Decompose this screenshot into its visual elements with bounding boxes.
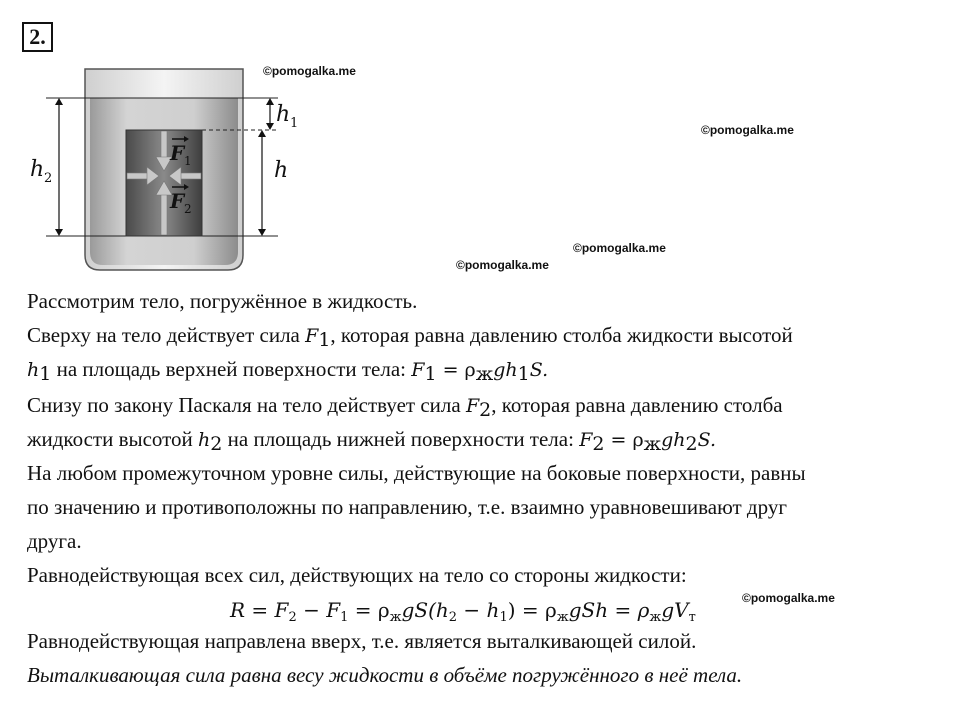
text-line-2: Сверху на тело действует сила $F_1$, которая равна давлению столба жидкости высотой [27, 323, 793, 351]
watermark: ©pomogalka.me [263, 64, 356, 78]
watermark: ©pomogalka.me [701, 123, 794, 137]
watermark: ©pomogalka.me [742, 591, 835, 605]
h2-label: h [30, 157, 45, 182]
svg-text:2: 2 [184, 202, 192, 216]
svg-text:F: F [170, 141, 185, 165]
h1-label: h [276, 102, 291, 127]
text-line-4: Снизу по закону Паскаля на тело действует сила $F_2$, которая равна давлению столба [27, 393, 783, 421]
svg-text:1: 1 [184, 154, 192, 168]
text-line-1: Рассмотрим тело, погружённое в жидкость. [27, 289, 418, 313]
h1-label-sub: 1 [290, 116, 299, 131]
h1-dimension [266, 98, 274, 130]
text-line-6: На любом промежуточном уровне силы, действующие на боковые поверхности, равны [27, 461, 806, 485]
h-label: h [274, 158, 289, 183]
text-line-11-conclusion: Выталкивающая сила равна весу жидкости в объёме погружённого в неё тела. [27, 663, 743, 687]
text-line-10: Равнодействующая направлена вверх, т.е. является выталкивающей силой. [27, 629, 697, 653]
h-dimension [258, 130, 266, 236]
vessel-diagram [28, 65, 308, 275]
svg-text:F: F [170, 189, 185, 213]
h2-label-sub: 2 [44, 171, 53, 186]
text-line-3: $h_1$ на площадь верхней поверхности тела: $F_1 = \rho_жgh_1S$. [27, 357, 549, 385]
watermark: ©pomogalka.me [573, 241, 666, 255]
task-number: 2. [22, 22, 53, 52]
watermark: ©pomogalka.me [456, 258, 549, 272]
resultant-force-formula: $R = F_2 - F_1 = \rho_жgS(h_2 - h_1) = \rho_жgSh = \rho_жgV_т$ [230, 598, 696, 625]
text-line-7: по значению и противоположны по направлению, т.е. взаимно уравновешивают друг [27, 495, 787, 519]
h2-dimension [55, 98, 63, 236]
text-line-8: друга. [27, 529, 82, 553]
text-line-5: жидкости высотой $h_2$ на площадь нижней поверхности тела: $F_2 = \rho_жgh_2S$. [27, 427, 717, 455]
text-line-9: Равнодействующая всех сил, действующих на тело со стороны жидкости: [27, 563, 687, 587]
